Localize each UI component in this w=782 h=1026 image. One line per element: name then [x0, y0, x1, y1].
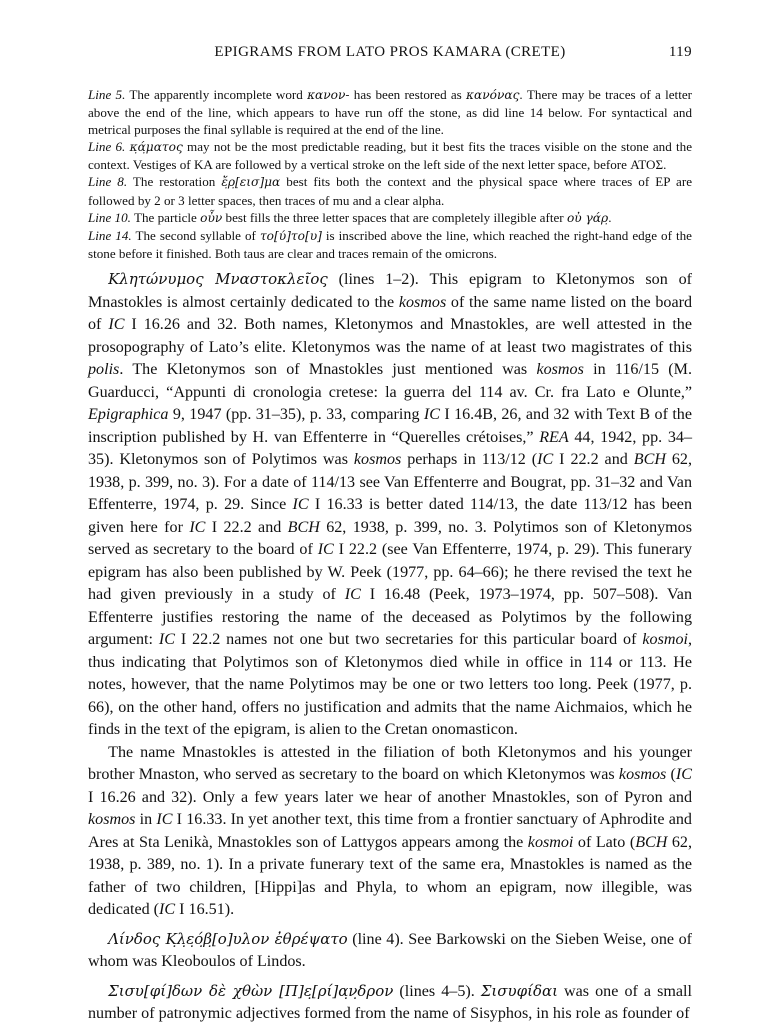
greek-lemma: Κλητώνυμος Μναστοκλεῖος	[108, 270, 328, 288]
note-line-5: Line 5. The apparently incomplete word κανον- has been restored as κανόνας. There may be traces of a letter above the end of the line, which appears to have run off the stone, as did line 14 below. For syntactical and metrical purposes the final syllable is required at the end of the line.	[88, 87, 692, 138]
paragraph-kletonymos: Κλητώνυμος Μναστοκλεῖος (lines 1–2). This epigram to Kletonymos son of Mnastokles is almost certainly dedicated to the kosmos of the same name listed on the board of IC I 16.26 and 32. Both names, Kletonymos and Mnastokles, are well attested in the prosopography of Lato’s elite. Kletonymos was the name of at least two magistrates of this polis. The Kletonymos son of Mnastokles just mentioned was kosmos in 116/15 (M. Guarducci, “Appunti di cronologia cretese: la guerra del 114 av. Cr. fra Lato e Olunte,” Epigraphica 9, 1947 (pp. 31–35), p. 33, comparing IC I 16.4B, 26, and 32 with Text B of the inscription published by H. van Effenterre in “Querelles crétoises,” REA 44, 1942, pp. 34–35). Kletonymos son of Polytimos was kosmos perhaps in 113/12 (IC I 22.2 and BCH 62, 1938, p. 399, no. 3). For a date of 114/13 see Van Effenterre and Bougrat, pp. 31–32 and Van Effenterre, 1974, p. 29. Since IC I 16.33 is better dated 114/13, the date 113/12 has been given here for IC I 22.2 and BCH 62, 1938, p. 399, no. 3. Polytimos son of Kletonymos served as secretary to the board of IC I 22.2 (see Van Effenterre, 1974, p. 29). This funerary epigram has also been published by W. Peek (1977, pp. 64–66); he there revised the text he had given previously in a study of IC I 16.48 (Peek, 1973–1974, pp. 507–508). Van Effenterre justifies restoring the name of the deceased as Polytimos by the following argument: IC I 22.2 names not one but two secretaries for this particular board of kosmoi, thus indicating that Polytimos son of Kletonymos died while in office in 114 or 113. He notes, however, that the name Polytimos may be one or two letters too long. Peek (1977, p. 66), on the other hand, offers no justification and admits that the name Aichmaios, which he finds in the text of the epigram, is alien to the Cretan onomasticon.	[88, 270, 693, 738]
greek-text: κ̣ά̣ματος	[129, 140, 183, 155]
note-line-10: Line 10. The particle οὖν best fills the three letter spaces that are completely illegible after οὐ γάρ̣.	[88, 209, 612, 225]
main-text	[88, 268, 692, 1026]
note-line-8: Line 8. The restoration ἔ̣ρ̣[εισ]μα best fits both the context and the physical space where traces of EP are followed by 2 or 3 letter spaces, then traces of mu and a clear alpha.	[88, 174, 693, 208]
page-number: 119	[668, 44, 692, 60]
paragraph-sisyphidai: Σισυ[φί]δων δὲ χθὼν [Π]ε̣[ρί]α̣ν̣δρον (lines 4–5). Σισυφίδαι was one of a small number of patronymic adjectives formed from the name of Sisyphos, in his role as founder of	[88, 981, 692, 1022]
greek-text: οὖν	[200, 210, 223, 225]
note-label: Line 14.	[88, 227, 132, 243]
greek-lemma: Λίνδος Κ̣λ̣ε̣ό̣β̣[ο]υλον ἐθρέψατο	[108, 929, 348, 948]
running-head-title: EPIGRAMS FROM LATO PROS KAMARA (CRETE)	[214, 44, 566, 60]
greek-text: οὐ γάρ̣	[566, 210, 609, 225]
paragraph-lindos: Λίνδος Κ̣λ̣ε̣ό̣β̣[ο]υλον ἐθρέψατο (line 4). See Barkowski on the Sieben Weise, one of whom was Kleoboulos of Lindos.	[88, 929, 692, 970]
greek-text: κανόνας	[466, 88, 520, 102]
greek-lemma: Σισυφίδαι	[480, 981, 558, 1000]
note-line-6: Line 6. κ̣ά̣ματος may not be the most predictable reading, but it best fits the traces visible on the stone and the context. Vestiges of KA are followed by a vertical stroke on the left side of the next letter space, before ΑΤΟΣ.	[88, 139, 693, 173]
greek-text: κανον-	[307, 88, 350, 102]
note-label: Line 10.	[88, 209, 131, 225]
greek-text: ἔ̣ρ̣[εισ]μα	[221, 175, 281, 190]
greek-text: το[ύ]το[υ]	[259, 228, 322, 243]
note-label: Line 8.	[88, 174, 128, 190]
running-head	[88, 44, 692, 61]
note-label: Line 6.	[88, 139, 126, 155]
note-line-14: Line 14. The second syllable of το[ύ]το[υ] is inscribed above the line, which reached the right-hand edge of the stone before it finished. Both taus are clear and traces remain of the omicrons.	[88, 227, 692, 261]
note-label: Line 5.	[88, 87, 126, 102]
paragraph-mnastokles: The name Mnastokles is attested in the filiation of both Kletonymos and his younger brother Mnaston, who served as secretary to the board on which Kletonymos was kosmos (IC I 16.26 and 32). Only a few years later we hear of another Mnastokles, son of Pyron and kosmos in IC I 16.33. In yet another text, this time from a frontier sanctuary of Aphrodite and Ares at Sta Lenikà, Mnastokles son of Lattygos appears among the kosmoi of Lato (BCH 62, 1938, p. 389, no. 1). In a private funerary text of the same era, Mnastokles is named as the father of two children, [Hippi]as and Phyla, to whom an epigram, now illegible, was dedicated (IC I 16.51).	[88, 743, 693, 918]
greek-lemma: Σισυ[φί]δων δὲ χθὼν [Π]ε̣[ρί]α̣ν̣δρον	[108, 981, 394, 1000]
line-notes	[88, 86, 692, 262]
